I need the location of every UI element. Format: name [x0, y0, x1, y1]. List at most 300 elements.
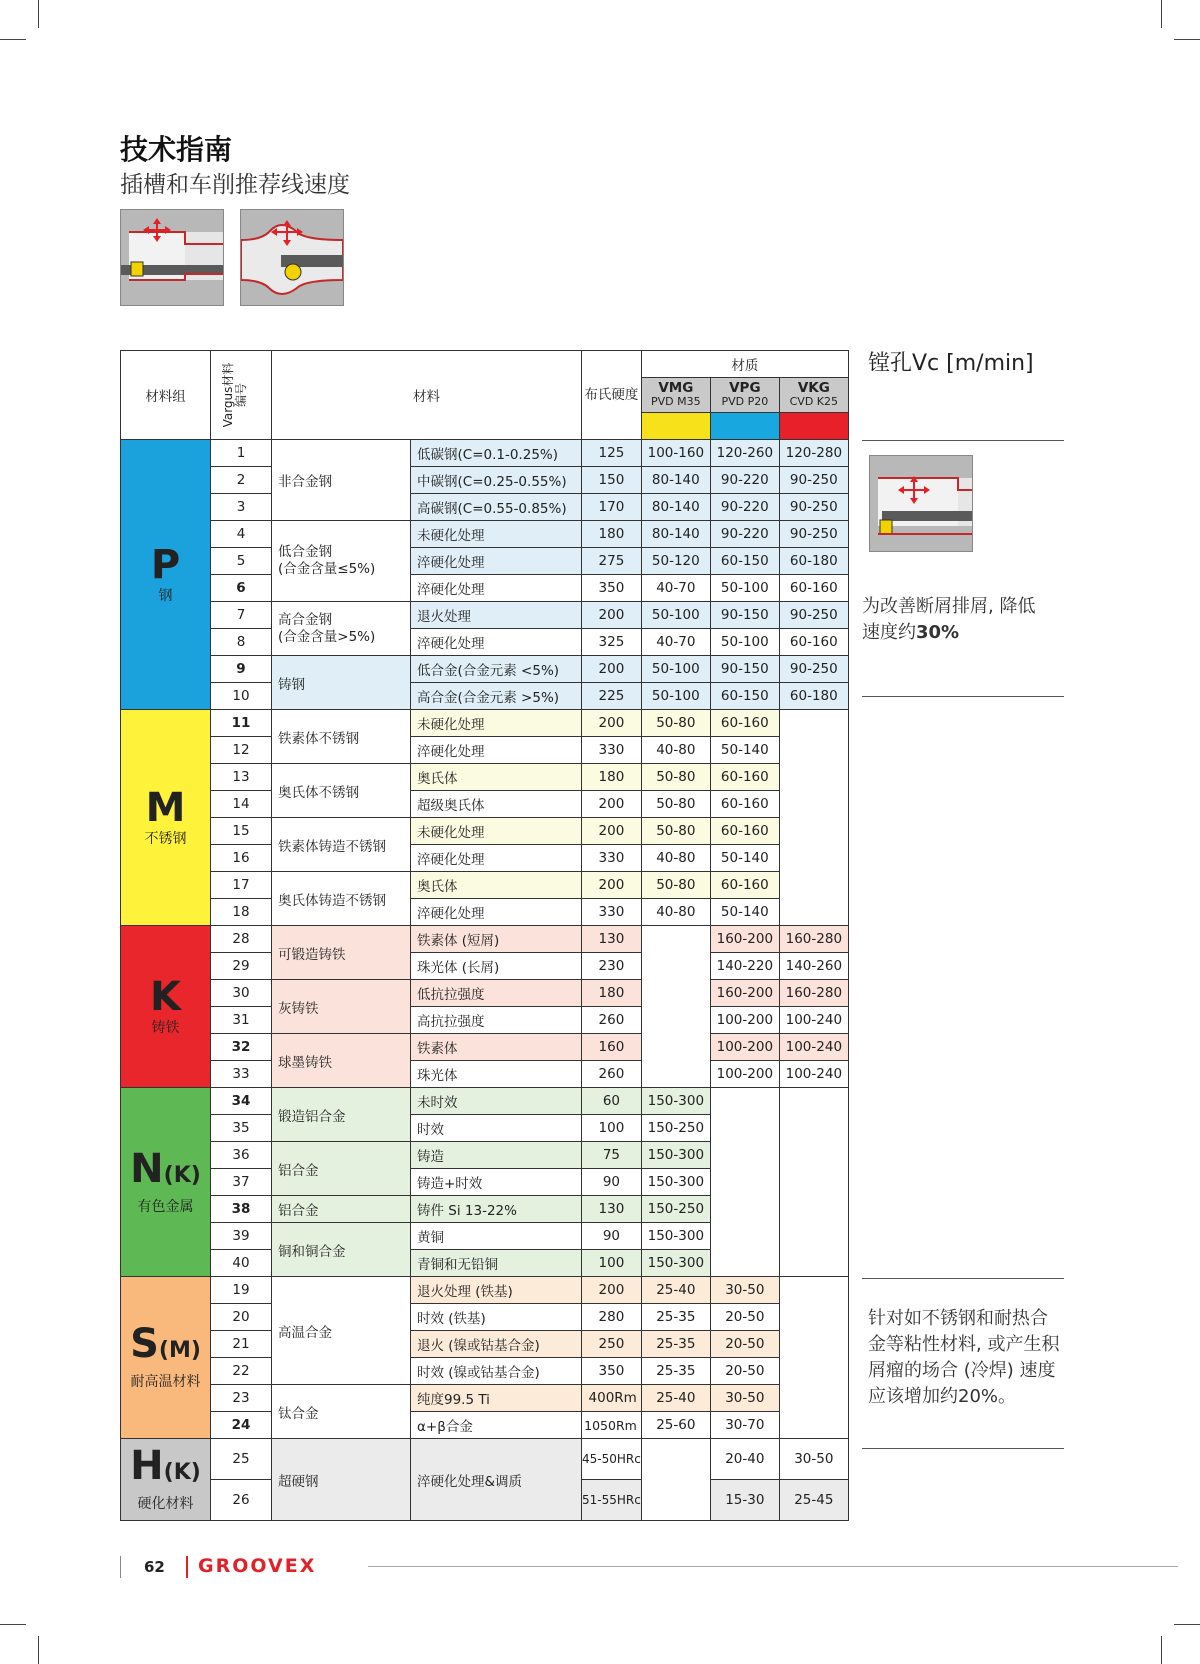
subgroup-label: 锻造铝合金 [272, 1088, 411, 1142]
vargus-no: 35 [211, 1115, 272, 1142]
hardness: 60 [582, 1088, 642, 1115]
table-row [121, 737, 849, 764]
material-desc: 淬硬化处理 [411, 575, 582, 602]
subgroup-label: 灰铸铁 [272, 980, 411, 1034]
hardness: 275 [582, 548, 642, 575]
header-vpg-coating: PVD P20 [721, 395, 769, 408]
material-desc: 未时效 [411, 1088, 582, 1115]
material-desc: 时效 (铁基) [411, 1304, 582, 1331]
group-n-name: 有色金属 [137, 1198, 194, 1215]
hardness: 90 [582, 1223, 642, 1250]
group-k-cell [121, 926, 211, 1088]
vmg-speed: 50-80 [641, 818, 710, 845]
table-row [121, 1061, 849, 1088]
vpg-speed: 160-200 [710, 926, 779, 953]
material-desc: 退火处理 (铁基) [411, 1277, 582, 1304]
table-row [121, 764, 849, 791]
vargus-no: 34 [211, 1088, 272, 1115]
group-s-letter [123, 1321, 208, 1371]
table-row [121, 494, 849, 521]
crop-mark [1161, 0, 1162, 28]
vkg-speed: 60-180 [779, 548, 848, 575]
cutting-speed-table [120, 350, 849, 1521]
group-k-letter: K [150, 973, 181, 1020]
hardness: 180 [582, 980, 642, 1007]
group-n-letter [123, 1145, 208, 1196]
vpg-speed: 20-50 [710, 1358, 779, 1385]
vkg-speed: 90-250 [779, 602, 848, 629]
vmg-speed: 100-160 [641, 440, 710, 467]
vpg-speed: 20-40 [710, 1439, 779, 1480]
material-desc: 淬硬化处理 [411, 548, 582, 575]
group-h-letter-suffix: (K) [163, 1460, 201, 1485]
vmg-speed: 25-40 [641, 1277, 710, 1304]
vargus-no: 10 [211, 683, 272, 710]
table-row [121, 440, 849, 467]
vargus-no: 12 [211, 737, 272, 764]
table-row [121, 953, 849, 980]
empty-cell [779, 1277, 848, 1439]
empty-cell [641, 1439, 710, 1521]
vmg-speed: 50-100 [641, 656, 710, 683]
hardness: 230 [582, 953, 642, 980]
crop-mark [0, 39, 26, 40]
material-desc: 淬硬化处理 [411, 845, 582, 872]
vargus-no: 28 [211, 926, 272, 953]
hardness: 330 [582, 845, 642, 872]
vkg-speed: 30-50 [779, 1439, 848, 1480]
material-desc: 淬硬化处理&调质 [411, 1439, 582, 1521]
empty-cell [710, 1088, 779, 1277]
material-desc: 珠光体 (长屑) [411, 953, 582, 980]
vmg-speed: 50-80 [641, 872, 710, 899]
group-s-letter-suffix: (M) [158, 1338, 201, 1363]
vpg-speed: 20-50 [710, 1304, 779, 1331]
side-note-chip-control-value: 30% [916, 622, 960, 643]
hardness: 350 [582, 1358, 642, 1385]
group-p-letter: P [150, 541, 181, 588]
vpg-speed: 60-160 [710, 872, 779, 899]
subgroup-label: 铝合金 [272, 1196, 411, 1223]
header-vargus-no-text: Vargus材料编号 [221, 362, 248, 428]
header-vmg-coating: PVD M35 [651, 395, 701, 408]
material-desc: 铸件 Si 13-22% [411, 1196, 582, 1223]
vpg-speed: 90-150 [710, 602, 779, 629]
hardness: 250 [582, 1331, 642, 1358]
header-grade: 材质 [641, 351, 848, 378]
header-vargus-no [211, 351, 272, 440]
hardness: 200 [582, 656, 642, 683]
table-row [121, 683, 849, 710]
vmg-speed: 50-80 [641, 791, 710, 818]
table-row [121, 1034, 849, 1061]
crop-mark [1161, 1636, 1162, 1664]
side-divider [862, 1448, 1064, 1449]
footer-rule [368, 1566, 1178, 1567]
vpg-speed: 50-100 [710, 629, 779, 656]
vpg-speed: 90-150 [710, 656, 779, 683]
vmg-speed: 50-120 [641, 548, 710, 575]
vpg-speed: 160-200 [710, 980, 779, 1007]
material-desc: 珠光体 [411, 1061, 582, 1088]
crop-mark [38, 0, 39, 28]
hardness: 100 [582, 1250, 642, 1277]
header-vmg [641, 378, 710, 413]
hardness: 200 [582, 791, 642, 818]
vmg-speed: 40-80 [641, 737, 710, 764]
header-vmg-name: VMG [658, 380, 694, 396]
table-row [121, 1439, 849, 1480]
vmg-speed: 25-35 [641, 1358, 710, 1385]
material-desc: 淬硬化处理 [411, 899, 582, 926]
vmg-speed: 50-80 [641, 710, 710, 737]
hardness: 200 [582, 602, 642, 629]
material-desc: 高抗拉强度 [411, 1007, 582, 1034]
header-group: 材料组 [121, 351, 211, 440]
header-vpg-name: VPG [729, 380, 761, 396]
vpg-speed: 60-160 [710, 764, 779, 791]
vpg-speed: 90-220 [710, 467, 779, 494]
hardness: 225 [582, 683, 642, 710]
table-row [121, 926, 849, 953]
material-desc: 纯度99.5 Ti [411, 1385, 582, 1412]
table-row [121, 548, 849, 575]
vargus-no: 15 [211, 818, 272, 845]
hardness: 330 [582, 737, 642, 764]
vargus-no: 30 [211, 980, 272, 1007]
table-row [121, 791, 849, 818]
table-row [121, 1088, 849, 1115]
vargus-no: 8 [211, 629, 272, 656]
table-row [121, 818, 849, 845]
subgroup-label: 高合金钢 (合金含量>5%) [272, 602, 411, 656]
vargus-no: 37 [211, 1169, 272, 1196]
vargus-no: 14 [211, 791, 272, 818]
empty-cell [779, 710, 848, 926]
table-row [121, 1331, 849, 1358]
vpg-speed: 100-200 [710, 1061, 779, 1088]
vkg-speed: 90-250 [779, 494, 848, 521]
subgroup-label: 非合金钢 [272, 440, 411, 521]
hardness: 45-50HRc [582, 1439, 642, 1480]
vargus-no: 23 [211, 1385, 272, 1412]
empty-cell [641, 926, 710, 1088]
hardness: 90 [582, 1169, 642, 1196]
material-desc: 未硬化处理 [411, 521, 582, 548]
profiling-illustration [240, 209, 344, 306]
vpg-speed: 50-140 [710, 899, 779, 926]
vargus-no: 32 [211, 1034, 272, 1061]
table-row [121, 575, 849, 602]
vargus-no: 18 [211, 899, 272, 926]
hardness: 160 [582, 1034, 642, 1061]
vkg-speed: 100-240 [779, 1007, 848, 1034]
subgroup-label: 高温合金 [272, 1277, 411, 1385]
hardness: 180 [582, 764, 642, 791]
subgroup-label: 球墨铸铁 [272, 1034, 411, 1088]
vargus-no: 38 [211, 1196, 272, 1223]
vargus-no: 4 [211, 521, 272, 548]
page-subtitle: 插槽和车削推荐线速度 [120, 172, 350, 198]
vkg-speed: 60-160 [779, 629, 848, 656]
vargus-no: 6 [211, 575, 272, 602]
table-row [121, 980, 849, 1007]
vargus-no: 7 [211, 602, 272, 629]
vkg-speed: 60-160 [779, 575, 848, 602]
material-desc: 青铜和无铅铜 [411, 1250, 582, 1277]
table-row [121, 1304, 849, 1331]
side-divider [862, 440, 1064, 441]
vmg-speed: 25-60 [641, 1412, 710, 1439]
material-desc: 铸造+时效 [411, 1169, 582, 1196]
footer-separator [186, 1556, 188, 1578]
header-vkg-name: VKG [797, 380, 830, 396]
hardness: 51-55HRc [582, 1480, 642, 1521]
vmg-speed: 150-300 [641, 1142, 710, 1169]
material-desc: 低碳钢(C=0.1-0.25%) [411, 440, 582, 467]
vmg-speed: 50-80 [641, 764, 710, 791]
vargus-no: 24 [211, 1412, 272, 1439]
material-desc: 黄铜 [411, 1223, 582, 1250]
group-h-letter-main: H [130, 1443, 164, 1489]
table-row [121, 521, 849, 548]
table-row [121, 1385, 849, 1412]
crop-mark [0, 1624, 26, 1625]
group-h-letter [123, 1443, 208, 1493]
crop-mark [1174, 39, 1200, 40]
material-desc: 低抗拉强度 [411, 980, 582, 1007]
vargus-no: 3 [211, 494, 272, 521]
hardness: 1050Rm [582, 1412, 642, 1439]
vmg-speed: 25-35 [641, 1304, 710, 1331]
vpg-speed: 100-200 [710, 1007, 779, 1034]
vkg-speed: 60-180 [779, 683, 848, 710]
vkg-speed: 160-280 [779, 980, 848, 1007]
hardness: 180 [582, 521, 642, 548]
vargus-no: 20 [211, 1304, 272, 1331]
material-desc: 奥氏体 [411, 872, 582, 899]
material-desc: 高合金(合金元素 >5%) [411, 683, 582, 710]
vpg-speed: 60-160 [710, 818, 779, 845]
subgroup-label: 铁素体铸造不锈钢 [272, 818, 411, 872]
group-n-letter-suffix: (K) [163, 1162, 201, 1188]
material-desc: 时效 [411, 1115, 582, 1142]
hardness: 200 [582, 1277, 642, 1304]
vargus-no: 2 [211, 467, 272, 494]
boring-vc-heading: 镗孔Vc [m/min] [868, 351, 1034, 376]
vargus-no: 31 [211, 1007, 272, 1034]
vpg-speed: 50-140 [710, 845, 779, 872]
material-desc: 铁素体 [411, 1034, 582, 1061]
material-desc: 高碳钢(C=0.55-0.85%) [411, 494, 582, 521]
vmg-speed: 40-70 [641, 575, 710, 602]
vpg-color-swatch [710, 413, 779, 440]
subgroup-label: 钛合金 [272, 1385, 411, 1439]
hardness: 325 [582, 629, 642, 656]
table-row [121, 602, 849, 629]
material-desc: 超级奥氏体 [411, 791, 582, 818]
header-material: 材料 [272, 351, 582, 440]
group-s-name: 耐高温材料 [130, 1374, 201, 1390]
table-row [121, 1358, 849, 1385]
vpg-speed: 60-160 [710, 710, 779, 737]
vmg-speed: 150-300 [641, 1250, 710, 1277]
hardness: 200 [582, 818, 642, 845]
vargus-no: 11 [211, 710, 272, 737]
vpg-speed: 50-100 [710, 575, 779, 602]
table-row [121, 629, 849, 656]
vmg-speed: 25-40 [641, 1385, 710, 1412]
vargus-no: 5 [211, 548, 272, 575]
vargus-no: 25 [211, 1439, 272, 1480]
vargus-no: 19 [211, 1277, 272, 1304]
vmg-color-swatch [641, 413, 710, 440]
material-desc: 未硬化处理 [411, 710, 582, 737]
vmg-speed: 40-70 [641, 629, 710, 656]
vmg-speed: 150-300 [641, 1223, 710, 1250]
table-row [121, 872, 849, 899]
material-desc: 低合金(合金元素 <5%) [411, 656, 582, 683]
vargus-no: 21 [211, 1331, 272, 1358]
table-row [121, 656, 849, 683]
group-p-name: 钢 [158, 587, 173, 604]
vmg-speed: 150-300 [641, 1088, 710, 1115]
vkg-speed: 160-280 [779, 926, 848, 953]
vpg-speed: 140-220 [710, 953, 779, 980]
table-row [121, 710, 849, 737]
vpg-speed: 30-50 [710, 1277, 779, 1304]
vmg-speed: 80-140 [641, 494, 710, 521]
material-desc: 时效 (镍或钴基合金) [411, 1358, 582, 1385]
vmg-speed: 80-140 [641, 521, 710, 548]
vkg-speed: 25-45 [779, 1480, 848, 1521]
table-row [121, 1277, 849, 1304]
hardness: 200 [582, 872, 642, 899]
group-p-cell [121, 440, 211, 710]
subgroup-label: 铝合金 [272, 1142, 411, 1196]
table-row [121, 467, 849, 494]
table-row [121, 899, 849, 926]
vkg-color-swatch [779, 413, 848, 440]
vargus-no: 26 [211, 1480, 272, 1521]
hardness: 130 [582, 1196, 642, 1223]
group-m-name: 不锈钢 [144, 830, 187, 847]
material-desc: 退火 (镍或钴基合金) [411, 1331, 582, 1358]
vmg-speed: 50-100 [641, 683, 710, 710]
vpg-speed: 120-260 [710, 440, 779, 467]
hardness: 200 [582, 710, 642, 737]
group-s-letter-main: S [130, 1321, 159, 1367]
vpg-speed: 60-150 [710, 548, 779, 575]
subgroup-label: 低合金钢 (合金含量≤5%) [272, 521, 411, 602]
hardness: 350 [582, 575, 642, 602]
vkg-speed: 100-240 [779, 1061, 848, 1088]
vpg-speed: 15-30 [710, 1480, 779, 1521]
vpg-speed: 60-150 [710, 683, 779, 710]
material-desc: 淬硬化处理 [411, 737, 582, 764]
vargus-no: 36 [211, 1142, 272, 1169]
material-desc: 铸造 [411, 1142, 582, 1169]
vargus-no: 39 [211, 1223, 272, 1250]
empty-cell [779, 1088, 848, 1277]
subgroup-label: 铸钢 [272, 656, 411, 710]
hardness: 260 [582, 1061, 642, 1088]
vpg-speed: 30-70 [710, 1412, 779, 1439]
vpg-speed: 20-50 [710, 1331, 779, 1358]
vmg-speed: 150-300 [641, 1169, 710, 1196]
group-h-cell [121, 1439, 211, 1521]
internal-grooving-illustration [120, 209, 224, 306]
subgroup-label: 可锻造铸铁 [272, 926, 411, 980]
side-note-chip-control [862, 594, 1052, 646]
group-k-name: 铸铁 [151, 1019, 180, 1036]
vkg-speed: 120-280 [779, 440, 848, 467]
page-title: 技术指南 [120, 133, 233, 166]
subgroup-label: 奥氏体铸造不锈钢 [272, 872, 411, 926]
page-number: 62 [144, 1558, 165, 1576]
header-vpg [710, 378, 779, 413]
material-desc: 铁素体 (短屑) [411, 926, 582, 953]
subgroup-label: 超硬钢 [272, 1439, 411, 1521]
hardness: 400Rm [582, 1385, 642, 1412]
vkg-speed: 90-250 [779, 521, 848, 548]
footer-separator [120, 1556, 121, 1578]
material-desc: α+β合金 [411, 1412, 582, 1439]
hardness: 75 [582, 1142, 642, 1169]
material-desc: 未硬化处理 [411, 818, 582, 845]
vkg-speed: 140-260 [779, 953, 848, 980]
vkg-speed: 100-240 [779, 1034, 848, 1061]
boring-illustration [869, 455, 973, 552]
hardness: 170 [582, 494, 642, 521]
material-desc: 奥氏体 [411, 764, 582, 791]
crop-mark [1174, 1624, 1200, 1625]
group-h-name: 硬化材料 [137, 1496, 194, 1512]
vmg-speed: 40-80 [641, 899, 710, 926]
vargus-no: 1 [211, 440, 272, 467]
vargus-no: 22 [211, 1358, 272, 1385]
hardness: 130 [582, 926, 642, 953]
subgroup-label: 铜和铜合金 [272, 1223, 411, 1277]
hardness: 150 [582, 467, 642, 494]
vmg-speed: 25-35 [641, 1331, 710, 1358]
vargus-no: 33 [211, 1061, 272, 1088]
vargus-no: 13 [211, 764, 272, 791]
vmg-speed: 150-250 [641, 1115, 710, 1142]
hardness: 330 [582, 899, 642, 926]
vargus-no: 16 [211, 845, 272, 872]
header-vkg [779, 378, 848, 413]
vkg-speed: 90-250 [779, 467, 848, 494]
vmg-speed: 80-140 [641, 467, 710, 494]
crop-mark [38, 1636, 39, 1664]
vpg-speed: 100-200 [710, 1034, 779, 1061]
group-n-cell [121, 1088, 211, 1277]
vpg-speed: 90-220 [710, 494, 779, 521]
hardness: 100 [582, 1115, 642, 1142]
material-desc: 淬硬化处理 [411, 629, 582, 656]
material-desc: 中碳钢(C=0.25-0.55%) [411, 467, 582, 494]
hardness: 260 [582, 1007, 642, 1034]
subgroup-label: 奥氏体不锈钢 [272, 764, 411, 818]
hardness: 280 [582, 1304, 642, 1331]
group-m-letter: M [145, 784, 186, 831]
vkg-speed: 90-250 [779, 656, 848, 683]
hardness: 125 [582, 440, 642, 467]
vargus-no: 9 [211, 656, 272, 683]
group-m-cell [121, 710, 211, 926]
vargus-no: 29 [211, 953, 272, 980]
